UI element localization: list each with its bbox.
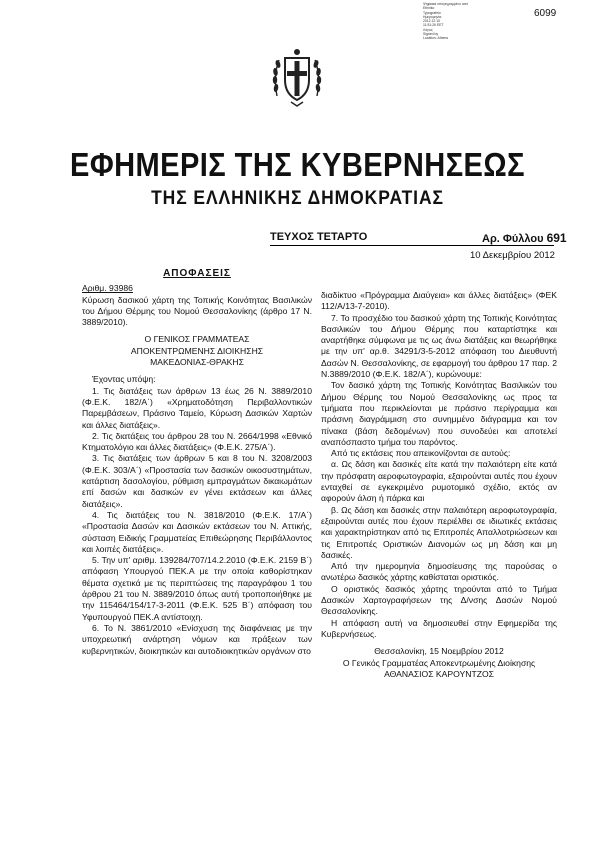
paragraph: Η απόφαση αυτή να δημοσιευθεί στην Εφημερίδα της Κυβερνήσεως.: [321, 617, 557, 639]
issue-date: 10 Δεκεμβρίου 2012: [470, 250, 555, 261]
paragraph: 1. Τις διατάξεις των άρθρων 13 έως 26 Ν. 3889/2010 (Φ.Ε.Κ. 182/Α΄) «Χρηματοδότηση Περιβαλλοντικών Παρεμβάσεων, Πράσινο Ταμείο, Κύρωση Δασικών Χαρτών και άλλες διατάξεις».: [82, 385, 312, 430]
coat-of-arms-icon: [271, 46, 323, 112]
decision-subject: Κύρωση δασικού χάρτη της Τοπικής Κοινότητας Βασιλικών του Δήμου Θέρμης του Νομού Θεσσαλονίκης (άρθρο 17 Ν. 3889/2010).: [82, 294, 312, 328]
paragraph: β. Ως δάση και δασικές στην παλαιότερη αεροφωτογραφία, εξαιρούνται αυτές που έχουν περιέλθει σε ιδιωτικές εκτάσεις και χαρακτηρίστηκαν από τις Επιτροπές Απαλλοτριώσεων και τις Επιτροπές Οριστικών Διανομών ως μη δάση και μη δασικές.: [321, 504, 557, 560]
page-number: 6099: [534, 8, 557, 19]
stamp-line: 2012.12.10: [423, 19, 440, 24]
signature-name: ΑΘΑΝΑΣΙΟΣ ΚΑΡΟΥΝΤΖΟΣ: [384, 668, 494, 679]
paragraph: διαδίκτυο «Πρόγραμμα Διαύγεια» και άλλες διατάξεις» (ΦΕΚ 112/Α/13-7-2010).: [321, 290, 557, 312]
paragraph: Ο οριστικός δασικός χάρτης τηρούνται από το Τμήμα Δασικών Χαρτογραφήσεων της Δ/νσης Δασών Νομού Θεσσαλονίκης.: [321, 583, 557, 617]
stamp-line: Typografeio: [423, 10, 441, 15]
paragraph: Τον δασικό χάρτη της Τοπικής Κοινότητας Βασιλικών του Δήμου Θέρμης του Νομού Θεσσαλονίκης ως προς τα τμήματα που περικλείονται με πράσινο περίγραμμα και πράσινη διαγράμμιση στο συνημμένο διάγραμμα και τον πίνακα (βάση δεδομένων) που συνοδεύει και αποτελεί αναπόσπαστο τμήμα του παρόντος.: [321, 380, 557, 447]
stamp-line: Location: Athens: [423, 36, 449, 41]
paragraph: 6. Το Ν. 3861/2010 «Ενίσχυση της διαφάνειας με την υποχρεωτική ανάρτηση νόμων και πράξεων των κυβερνητικών, διοικητικών και αυτοδιοικητικών οργάνων στο: [82, 622, 312, 656]
paragraph: Από την ημερομηνία δημοσίευσης της παρούσας ο ανωτέρω δασικός χάρτης καθίσταται οριστικός.: [321, 561, 557, 583]
issue-label: ΤΕΥΧΟΣ ΤΕΤΑΡΤΟ: [270, 231, 368, 243]
stamp-line: Ψηφιακά υπογεγραμμένο από: [423, 2, 469, 6]
paragraph: 2. Τις διατάξεις του άρθρου 28 του Ν. 2664/1998 «Εθνικό Κτηματολόγιο και άλλες διατάξεις» (Φ.Ε.Κ. 275/Α΄).: [82, 430, 312, 453]
authority-line: ΑΠΟΚΕΝΤΡΩΜΕΝΗΣ ΔΙΟΙΚΗΣΗΣ: [130, 345, 264, 356]
right-column: [321, 290, 557, 680]
digital-signature-stamp: [423, 2, 485, 41]
paragraph: 3. Τις διατάξεις των άρθρων 5 και 8 του Ν. 3208/2003 (Φ.Ε.Κ. 303/Α΄) «Προστασία των δασικών οικοσυστημάτων, κατάρτιση δασολογίου, ρύθμιση εμπραγμάτων δικαιωμάτων επί δασών και δασικών εν γένει εκτάσεων και άλλες διατάξεις».: [82, 453, 312, 509]
gazette-title: ΕΦΗΜΕΡΙΣ ΤΗΣ ΚΥΒΕΡΝΗΣΕΩΣ: [70, 146, 525, 183]
paragraph: α. Ως δάση και δασικές είτε κατά την παλαιότερη είτε κατά την πρόσφατη αεροφωτογραφία, εξαιρούνται αυτές που έχουν ενταχθεί σε εγκεκριμένο ρυμοτομικό σχέδιο, εκτός αν αφορούν άλση ή πάρκα και: [321, 459, 557, 504]
left-column: [82, 268, 312, 657]
preamble: Έχοντας υπόψη:: [92, 374, 156, 385]
authority-line: ΜΑΚΕΔΟΝΙΑΣ-ΘΡΑΚΗΣ: [150, 357, 244, 368]
signature-title: Ο Γενικός Γραμματέας Αποκεντρωμένης Διοίκησης: [342, 657, 536, 668]
gazette-subtitle: ΤΗΣ ΕΛΛΗΝΙΚΗΣ ΔΗΜΟΚΡΑΤΙΑΣ: [151, 188, 444, 209]
stamp-line: 11:51:26 EET: [423, 23, 444, 28]
signature-place-date: Θεσσαλονίκη, 15 Νοεμβρίου 2012: [374, 646, 504, 657]
paragraph: 5. Την υπ' αριθμ. 139284/707/14.2.2010 (Φ.Ε.Κ. 2159 Β΄) απόφαση Υπουργού ΠΕΚ.Α με την οποία καθορίστηκαν θέματα σχετικά με τις περιπτώσεις της παραγράφου 1 του άρθρου 21 του Ν. 3889/2010 όπως αυτή τροποποιήθηκε με την 115464/154/17-3-2011 (Φ.Ε.Κ. 525 Β΄) απόφαση του Υφυπουργού ΠΕΚ.Α αντίστοιχη.: [82, 555, 312, 622]
stamp-line: Ημερομηνία:: [423, 14, 442, 19]
stamp-line: Λόγος:: [423, 27, 434, 32]
sheet-number: 691: [546, 231, 567, 245]
stamp-line: Signed by: [423, 32, 439, 37]
paragraph: Από τις εκτάσεις που απεικονίζονται σε αυτούς:: [331, 448, 511, 459]
decision-number: Αριθμ. 93986: [82, 283, 133, 294]
authority-line: Ο ΓΕΝΙΚΟΣ ΓΡΑΜΜΑΤΕΑΣ: [144, 334, 250, 345]
paragraph: 4. Τις διατάξεις του Ν. 3818/2010 (Φ.Ε.Κ. 17/Α΄) «Προστασία Δασών και Δασικών εκτάσεων του Ν. Αττικής, σύσταση Ειδικής Γραμματείας Επιθεώρησης Περιβάλλοντος και λοιπές διατάξεις».: [82, 509, 312, 554]
section-title: ΑΠΟΦΑΣΕΙΣ: [163, 268, 231, 279]
sheet-label: Αρ. Φύλλου: [482, 233, 544, 245]
paragraph: 7. Το προσχέδιο του δασικού χάρτη της Τοπικής Κοινότητας Βασιλικών του Δήμου Θέρμης που καταρτίστηκε και αναρτήθηκε σύμφωνα με τις ως άνω διατάξεις και θεωρήθηκε με την υπ' αρ.θ. 34291/3-5-2012 απόφαση του Διευθυντή Δασών Ν. Θεσσαλονίκης, σε εφαρμογή του άρθρου 17 παρ. 2 Ν.3889/2010 (Φ.Ε.Κ. 182/Α΄), κυρώνουμε:: [321, 312, 557, 380]
sheet-number-block: [482, 231, 567, 245]
header-divider: [270, 245, 554, 246]
stamp-line: Ethniko: [423, 6, 435, 11]
